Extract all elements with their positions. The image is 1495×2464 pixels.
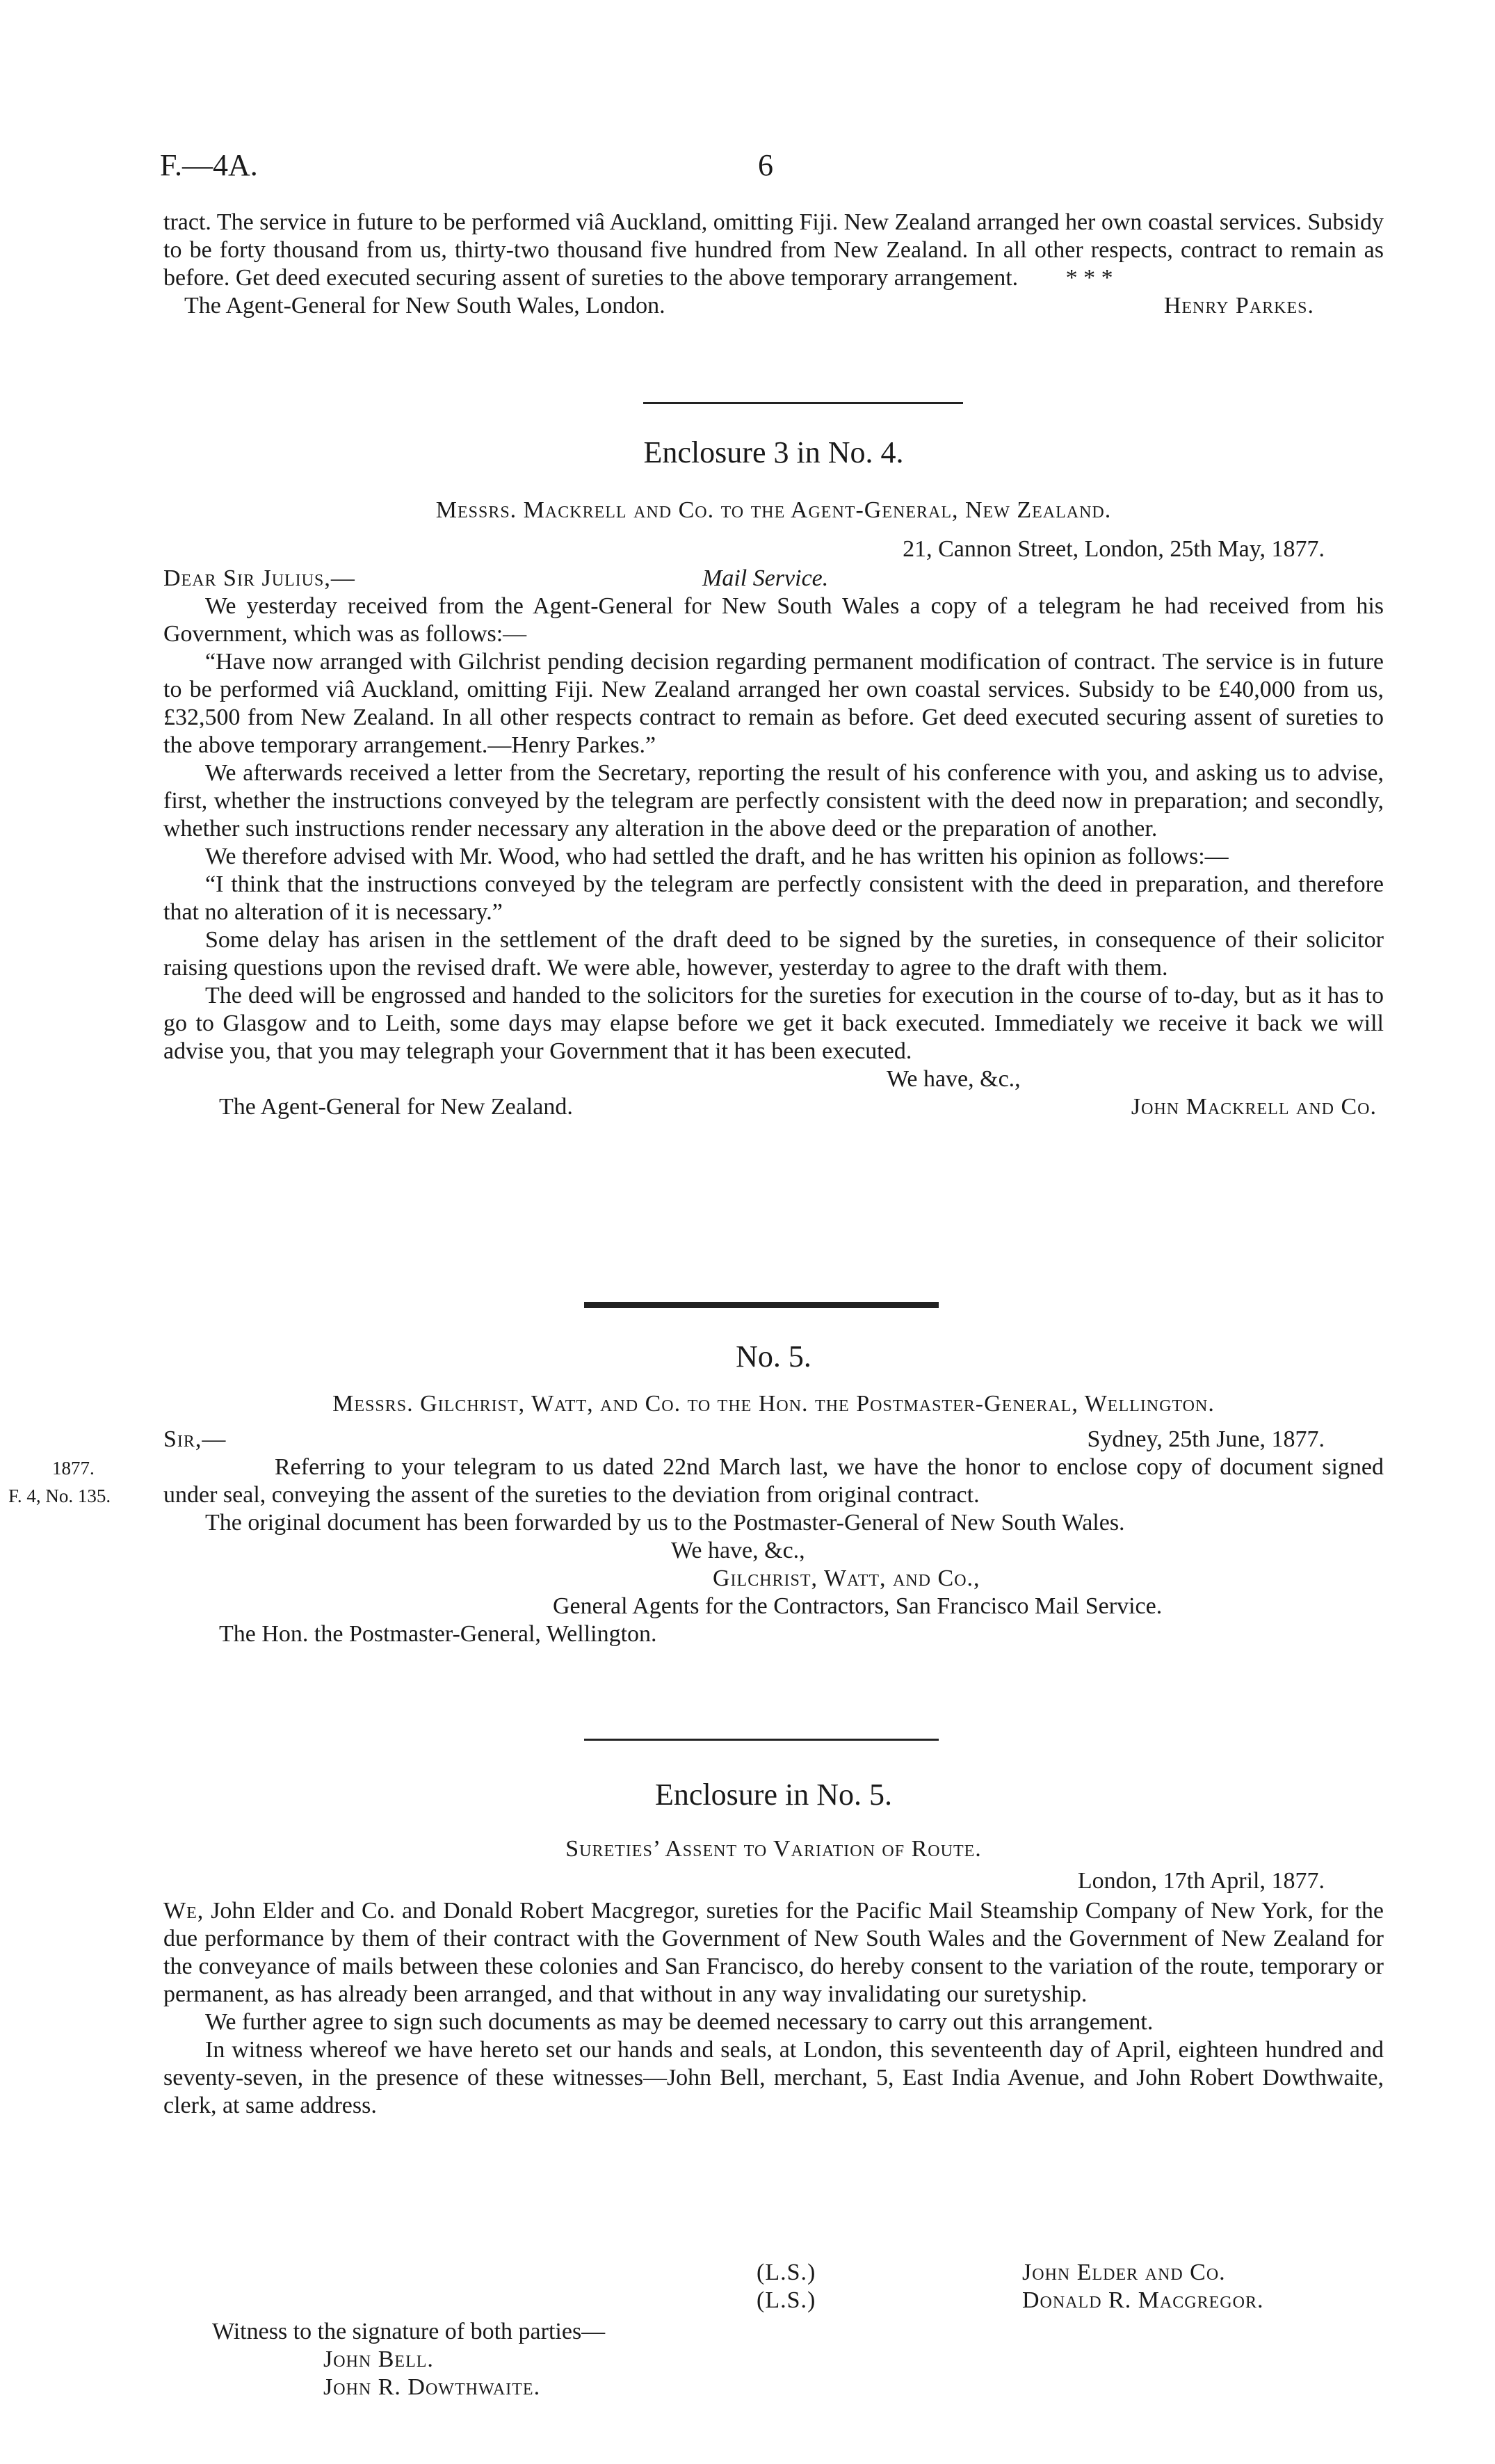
witness-label: Witness to the signature of both parties—	[212, 2319, 606, 2344]
enclosure3-subject: Mail Service.	[702, 565, 829, 591]
enclosure3-paragraph: We afterwards received a letter from the Secretary, reporting the result of his conference with you, and asking us to advise, first, whether the instructions conveyed by the telegram are perfectly consistent with the deed now in preparation; and secondly, whether such instructions render necessary any alteration in the above deed or the preparation of another.	[163, 760, 1384, 842]
enclosure5-paragraph: In witness whereof we have hereto set our hands and seals, at London, this seventeenth day of April, eighteen hundred and seventy-seven, in the presence of these witnesses—John Bell, merchant, 5, East India Avenue, and John Robert Dowthwaite, clerk, at same address.	[163, 2037, 1384, 2118]
enclosure3-place-date: 21, Cannon Street, London, 25th May, 1877.	[903, 536, 1325, 562]
divider-heavy	[584, 1302, 939, 1308]
top-signature: Henry Parkes.	[1163, 293, 1314, 319]
signer-1: John Elder and Co.	[1022, 2260, 1226, 2285]
no5-signature-role: General Agents for the Contractors, San Francisco Mail Service.	[553, 1593, 1163, 1619]
margin-note-reference: F. 4, No. 135.	[8, 1485, 111, 1506]
enclosure5-paragraph: We, John Elder and Co. and Donald Robert Macgregor, sureties for the Pacific Mail Steamship Company of New York, for the due performance by them of their contract with the Government of New South Wales and the Government of New Zealand for the conveyance of mails between these colonies and San Francisco, do hereby consent to the variation of the route, temporary or permanent, as has already been arranged, and that without in any way invalidating our suretyship.	[163, 1898, 1384, 2007]
enclosure3-from-to: Messrs. Mackrell and Co. to the Agent-General, New Zealand.	[435, 497, 1112, 523]
no5-paragraph: Referring to your telegram to us dated 22nd March last, we have the honor to enclose copy of document signed under seal, conveying the assent of the sureties to the deviation from original contract.	[163, 1454, 1384, 1508]
enclosure3-body	[163, 593, 1384, 1121]
no5-from-to: Messrs. Gilchrist, Watt, and Co. to the Hon. the Postmaster-General, Wellington.	[332, 1391, 1215, 1417]
witness-2: John R. Dowthwaite.	[323, 2374, 541, 2400]
enclosure3-signature: John Mackrell and Co.	[1131, 1094, 1377, 1120]
signer-2: Donald R. Macgregor.	[1022, 2287, 1264, 2313]
enclosure3-paragraph: We yesterday received from the Agent-General for New South Wales a copy of a telegram he had received from his Government, which was as follows:—	[163, 593, 1384, 647]
enclosure5-body	[163, 1897, 1384, 2120]
no5-signature: Gilchrist, Watt, and Co.,	[713, 1565, 980, 1591]
enclosure5-title: Enclosure in No. 5.	[655, 1778, 892, 1812]
enclosure3-quoted-telegram: “Have now arranged with Gilchrist pending decision regarding permanent modification of contract. The service is in future to be performed viâ Auckland, omitting Fiji. New Zealand arranged her own coastal services. Subsidy to be £40,000 from us, £32,500 from New Zealand. In all other respects contract to remain as before. Get deed executed securing assent of sureties to the above temporary arrangement.—Henry Parkes.”	[163, 649, 1384, 758]
no5-salutation: Sir,—	[163, 1426, 227, 1452]
enclosure3-paragraph: We therefore advised with Mr. Wood, who had settled the draft, and he has written his opinion as follows:—	[205, 844, 1229, 869]
top-continuation	[163, 209, 1384, 320]
witness-1: John Bell.	[323, 2346, 434, 2372]
enclosure3-salutation: Dear Sir Julius,—	[163, 565, 355, 591]
no5-title: No. 5.	[736, 1339, 811, 1374]
enclosure3-paragraph: Some delay has arisen in the settlement of the draft deed to be signed by the sureties, in consequence of their solicitor raising questions upon the revised draft. We were able, however, yesterday to agree to the draft with them.	[163, 927, 1384, 981]
no5-body	[163, 1454, 1384, 1648]
no5-addressee: The Hon. the Postmaster-General, Wellington.	[219, 1621, 657, 1647]
no5-place-date: Sydney, 25th June, 1877.	[1087, 1426, 1325, 1452]
enclosure5-subtitle: Sureties’ Assent to Variation of Route.	[565, 1836, 982, 1862]
divider-2	[584, 1739, 939, 1741]
divider-1	[643, 402, 963, 404]
top-addressee: The Agent-General for New South Wales, London.	[184, 293, 665, 319]
enclosure3-paragraph: The deed will be engrossed and handed to the solicitors for the sureties for execution in the course of to-day, but as it has to go to Glasgow and to Leith, some days may elapse before we get it back executed. Immediately we receive it back we will advise you, that you may telegraph your Government that it has been executed.	[163, 983, 1384, 1064]
telegram-continuation: tract. The service in future to be performed viâ Auckland, omitting Fiji. New Zealand arranged her own coastal services. Subsidy to be forty thousand from us, thirty-two thousand five hundred from New Zealand. In all other respects, contract to remain as before. Get deed executed securing assent of sureties to the above temporary arrangement. * * *	[163, 209, 1384, 291]
enclosure5-place-date: London, 17th April, 1877.	[1077, 1868, 1325, 1894]
top-sign-row	[163, 292, 1384, 320]
no5-paragraph: The original document has been forwarded by us to the Postmaster-General of New South Wales.	[205, 1510, 1125, 1536]
page-number: 6	[758, 148, 773, 182]
enclosure3-closing: We have, &c.,	[887, 1066, 1021, 1092]
enclosure5-paragraph: We further agree to sign such documents as may be deemed necessary to carry out this arrangement.	[205, 2009, 1154, 2035]
elision-stars: * * *	[1065, 265, 1113, 291]
enclosure3-title: Enclosure 3 in No. 4.	[643, 435, 904, 469]
enclosure3-quoted-opinion: “I think that the instructions conveyed by the telegram are perfectly consistent with the deed in preparation, and therefore that no alteration of it is necessary.”	[163, 871, 1384, 925]
seal-mark: (L.S.)	[757, 2287, 816, 2313]
no5-closing: We have, &c.,	[671, 1538, 805, 1563]
enclosure3-addressee: The Agent-General for New Zealand.	[219, 1094, 573, 1120]
seal-mark: (L.S.)	[757, 2260, 816, 2285]
margin-note-year: 1877.	[52, 1458, 95, 1479]
document-reference: F.—4A.	[160, 148, 258, 182]
enclosure3-sign-row	[163, 1093, 1384, 1121]
